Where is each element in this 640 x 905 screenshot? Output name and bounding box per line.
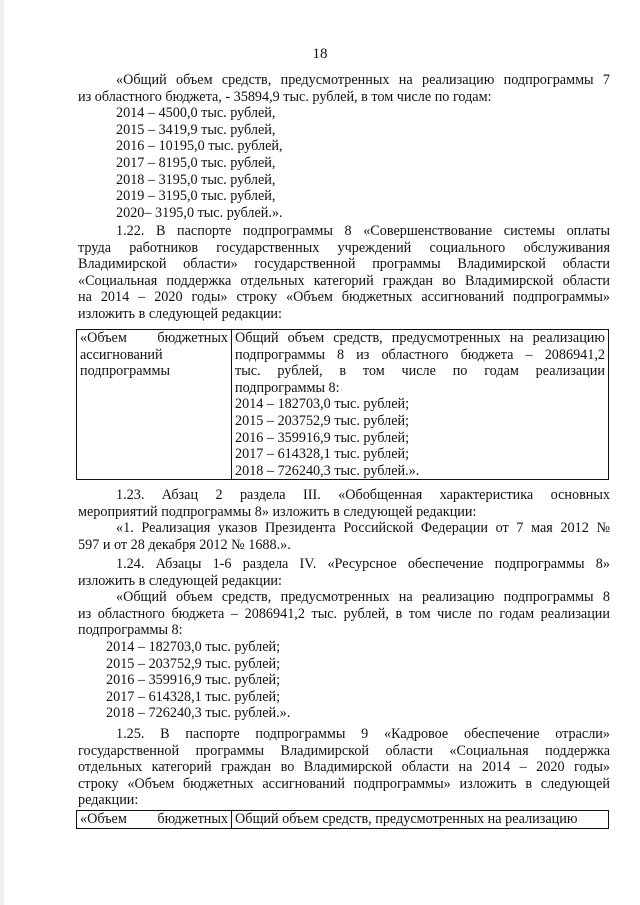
paragraph-1-22 [78, 223, 610, 323]
table-label-cell [77, 330, 232, 480]
text-line: из областного бюджета, - 35894,9 тыс. рублей, в том числе по годам: [78, 88, 492, 105]
text-line: «Общий объем средств, предусмотренных на реализацию подпрограммы 8 [116, 589, 610, 606]
cell-line: 2018 – 726240,3 тыс. рублей.». [235, 462, 420, 479]
text-line: изложить в следующей редакции: [78, 572, 282, 589]
year-line: 2018 – 726240,3 тыс. рублей.». [106, 705, 291, 722]
cell-line: Общий объем средств, предусмотренных на реализацию [235, 811, 578, 827]
year-line: 2019 – 3195,0 тыс. рублей, [116, 188, 276, 205]
cell-line: подпрограммы 8 из областного бюджета – 2086941,2 [235, 346, 605, 363]
text-line: 1.24. Абзацы 1-6 раздела IV. «Ресурсное обеспечение подпрограммы 8» [116, 556, 610, 572]
year-line: 2014 – 182703,0 тыс. рублей; [106, 638, 281, 655]
text-line: труда работников государственных учреждений социального обслуживания [78, 239, 610, 256]
page-number: 18 [312, 46, 328, 62]
year-line: 2016 – 10195,0 тыс. рублей, [116, 138, 283, 155]
text-line: редакции: [78, 792, 139, 809]
text-line: отдельных категорий граждан во Владимирской области на 2014 – 2020 годы» [78, 759, 610, 776]
cell-line: 2014 – 182703,0 тыс. рублей; [235, 396, 410, 413]
cell-line: 2016 – 359916,9 тыс. рублей; [235, 429, 410, 446]
text-line: мероприятий подпрограммы 8» изложить в следующей редакции: [78, 503, 477, 520]
year-line: 2014 – 4500,0 тыс. рублей, [116, 105, 276, 122]
text-line: 1.25. В паспорте подпрограммы 9 «Кадровое обеспечение отрасли» [116, 726, 610, 742]
passport-table-subprogram-8 [76, 329, 609, 480]
year-line: 2018 – 3195,0 тыс. рублей, [116, 171, 276, 188]
cell-line: подпрограммы 8: [235, 379, 340, 396]
text-line: «Социальная поддержка отдельных категорий граждан во Владимирской области [78, 272, 610, 289]
table-label-cell [77, 811, 232, 829]
text-line: на 2014 – 2020 годы» строку «Объем бюджетных ассигнований подпрограммы» [78, 289, 610, 306]
cell-line: «Объем бюджетных [80, 811, 228, 827]
text-line: государственной программы Владимирской области «Социальная поддержка [78, 742, 610, 759]
text-line: «Общий объем средств, предусмотренных на реализацию подпрограммы 7 [116, 72, 610, 88]
year-line: 2017 – 614328,1 тыс. рублей; [106, 688, 281, 705]
text-line: из областного бюджета – 2086941,2 тыс. рублей, в том числе по годам реализации [78, 605, 610, 622]
paragraph-1-25 [78, 726, 610, 809]
text-line: 597 и от 28 декабря 2012 № 1688.». [78, 536, 291, 553]
cell-line: ассигнований [80, 346, 163, 363]
table-value-cell [232, 811, 609, 829]
text-line: «1. Реализация указов Президента Российской Федерации от 7 мая 2012 № [116, 520, 610, 537]
year-line: 2016 – 359916,9 тыс. рублей; [106, 672, 281, 689]
cell-line: тыс. рублей, в том числе по годам реализации [235, 363, 605, 380]
cell-line: Общий объем средств, предусмотренных на реализацию [235, 330, 605, 346]
paragraph-1-23 [78, 487, 610, 553]
year-line: 2015 – 3419,9 тыс. рублей, [116, 121, 276, 138]
year-line: 2015 – 203752,9 тыс. рублей; [106, 655, 281, 672]
year-line: 2020– 3195,0 тыс. рублей.». [116, 204, 283, 221]
table-value-cell [232, 330, 609, 480]
text-line: Владимирской области» государственной программы Владимирской области [78, 256, 610, 273]
text-line: 1.23. Абзац 2 раздела III. «Обобщенная характеристика основных [116, 487, 610, 503]
text-line: строку «Объем бюджетных ассигнований подпрограммы» изложить в следующей [78, 775, 610, 792]
passport-table-subprogram-9 [76, 810, 609, 829]
cell-line: 2017 – 614328,1 тыс. рублей; [235, 446, 410, 463]
text-line: подпрограммы 8: [78, 622, 183, 639]
year-line: 2017 – 8195,0 тыс. рублей, [116, 154, 276, 171]
scan-edge [0, 0, 4, 905]
paragraph-subprogram-7 [78, 72, 610, 221]
cell-line: 2015 – 203752,9 тыс. рублей; [235, 412, 410, 429]
text-line: 1.22. В паспорте подпрограммы 8 «Совершенствование системы оплаты [116, 223, 610, 239]
text-line: изложить в следующей редакции: [78, 305, 282, 322]
paragraph-1-24 [78, 556, 610, 722]
cell-line: «Объем бюджетных [80, 330, 228, 346]
cell-line: подпрограммы [80, 363, 170, 380]
